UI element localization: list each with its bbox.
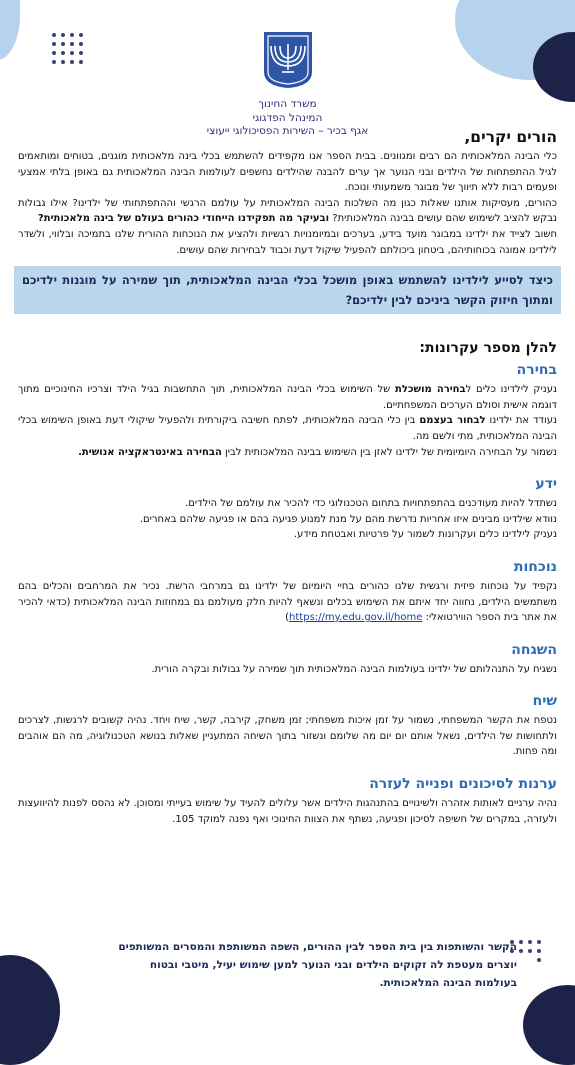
section-title-dialogue: שיח xyxy=(532,693,557,710)
intro-key-question: ובעיקר מה תפקידנו הייחודי כהורים בעולם של בינה מלאכותית? xyxy=(37,213,330,225)
choice-line-1: נעניק לילדינו כלים לבחירה מושכלת של השימוש בכלי הבינה המלאכותית, תוך התחשבות בגיל הילד וצרכיו החינוכיים מתוך דוגמה אישית וסולם הערכים המשפחתיים. xyxy=(18,384,557,411)
intro-paragraph-3: חשוב לצייד את ילדינו במבוגר מועד בידע, בערכים ובמיומנויות רגשיות ולהציע את הנוכחות ההורית שלנו בתמיכה ובלווי, ולשדר לילדינו אמונה בכוחותיהם, ביטחון ביכולתם להפעיל שיקול דעת וכבוד לבחירות שהם עושים. xyxy=(18,228,557,256)
letter-body xyxy=(18,128,557,827)
intro-paragraph-1: כלי הבינה המלאכותית הם רבים ומגוונים. בבית הספר אנו מקפידים להשתמש בכלי בינה מלאכותית מוגנים, בטוחים ומותאמים לגיל ההתפתחות של הילדים ובני הנוער אך ערים להבנה שהילדים נחשפים לעולמות הבינה המלאכותית גם באופן בלתי אמצעי ופעמים רבות ללא תיווך של מבוגר משמעותי ונוכח. xyxy=(18,151,557,194)
supervision-text: נשגיח על התנהלותם של ילדינו בעולמות הבינה המלאכותית תוך שמירה על גבולות ובקרה הורית. xyxy=(151,663,557,675)
state-emblem-icon xyxy=(260,28,316,90)
ministry-name: משרד החינוך xyxy=(258,98,317,110)
section-title-choice: בחירה xyxy=(516,362,557,379)
presence-text: נקפיד על נוכחות פיזית ורגשית שלנו כהורים בחיי היומיום של ילדינו גם במרחבי הרשת. נכיר את המרחבים והכלים בהם משתמשים הילדים, נחווה יחד איתם את השימוש בכלים ונשאף להיות חלק מעולמם גם במחוזות הבינה המלאכותית (כדאי להכיר את אתר בית הספר הווירטואלי: https://my.edu.gov.il/home) xyxy=(18,580,557,624)
choice-line-3: נשמור על הבחירה היומיומית של ילדינו לאזן בין השימוש בבינה המלאכותית לבין הבחירה באינטראקציה אנושית. xyxy=(78,446,557,458)
dialogue-text: נטפח את הקשר המשפחתי, נשמור על זמן איכות משפחתי; זמן משחק, קירבה, קשר, שיח ויחד. נהיה קשובים לרגשות, לצרכים ולתחושות של הילדים, נשאל אותם יום יום מה שלומם ונשזור בתוך השיחה המתעניין שאלות בנושא הטכנולוגיה, מה הם אוהבים ומה פחות. xyxy=(18,715,557,758)
knowledge-line-2: נוודא שילדינו מבינים איזו אחריות נדרשת מהם על מנת למנוע פגיעה בהם או פגיעה שלהם באחרים. xyxy=(139,513,557,525)
highlight-question: כיצד לסייע לילדינו להשתמש באופן מושכל בכלי הבינה המלאכותית, תוך שמירה על מוגנות ילדיכם ומתוך חיזוק הקשר ביניכם לבין ילדיכם? xyxy=(14,266,561,314)
knowledge-line-1: נשתדל להיות מעודכנים בהתפתחויות בתחום הטכנולוגי כדי להכיר את עולמם של הילדים. xyxy=(185,498,557,510)
greeting-heading: הורים יקרים, xyxy=(464,128,557,146)
decor-blob-bottom-left xyxy=(0,955,60,1065)
division-name: המינהל הפדגוגי xyxy=(252,111,323,124)
section-title-knowledge: ידע xyxy=(535,476,557,493)
closing-statement: הקשר והשותפות בין בית הספר לבין ההורים, השפה המשותפת והמסרים המשותפים יוצרים מעטפת לה זקוקים הילדים ובני הנוער למען שימוש יעיל, מיטבי ובטוח בעולמות הבינה המלאכותית. xyxy=(118,941,517,989)
principles-title: להלן מספר עקרונות: xyxy=(419,340,557,357)
knowledge-line-3: נעניק לילדינו כלים ועקרונות לשמור על פרטיות ואבטחת מידע. xyxy=(293,529,557,541)
department-name: אגף בכיר – השירות הפסיכולוגי ייעוצי xyxy=(206,125,369,137)
risk-text: נהיה ערניים לאותות אזהרה ולשינויים בהתנהגות הילדים אשר עלולים להעיד על שימוש בעייתי ומסוכן. לא נהסס לפנות להיוועצות ולעזרה, במקרים של חשיפה לסיכון ופגיעה, נשתף את הצוות החינוכי ואף נפנה למוקד 105. xyxy=(18,798,557,825)
decor-blob-bottom-right xyxy=(523,985,575,1065)
section-title-risk: ערנות לסיכונים ופנייה לעזרה xyxy=(369,776,557,793)
school-portal-link[interactable]: https://my.edu.gov.il/home xyxy=(289,612,423,624)
choice-line-2: נעודד את ילדינו לבחור בעצמם בין כלי הבינה המלאכותית, לפתח חשיבה ביקורתית ולהפעיל שיקולי דעת באופן השימוש בכלי הבינה המלאכותית, מתי ולשם מה. xyxy=(18,415,557,442)
section-title-presence: נוכחות xyxy=(513,558,557,575)
letterhead xyxy=(0,28,575,139)
intro-paragraph-2: כהורים, מעסיקות אותנו שאלות כגון מה השלכות הבינה המלאכותית על עולמם הרגשי וההתפתחותי של ילדינו? אילו גבולות נבקש להציב לשימוש שהם עושים בבינה המלאכותית? ובעיקר מה תפקידנו הייחודי כהורים בעולם של בינה מלאכותית? xyxy=(18,197,557,225)
section-title-supervision: השגחה xyxy=(511,641,557,658)
